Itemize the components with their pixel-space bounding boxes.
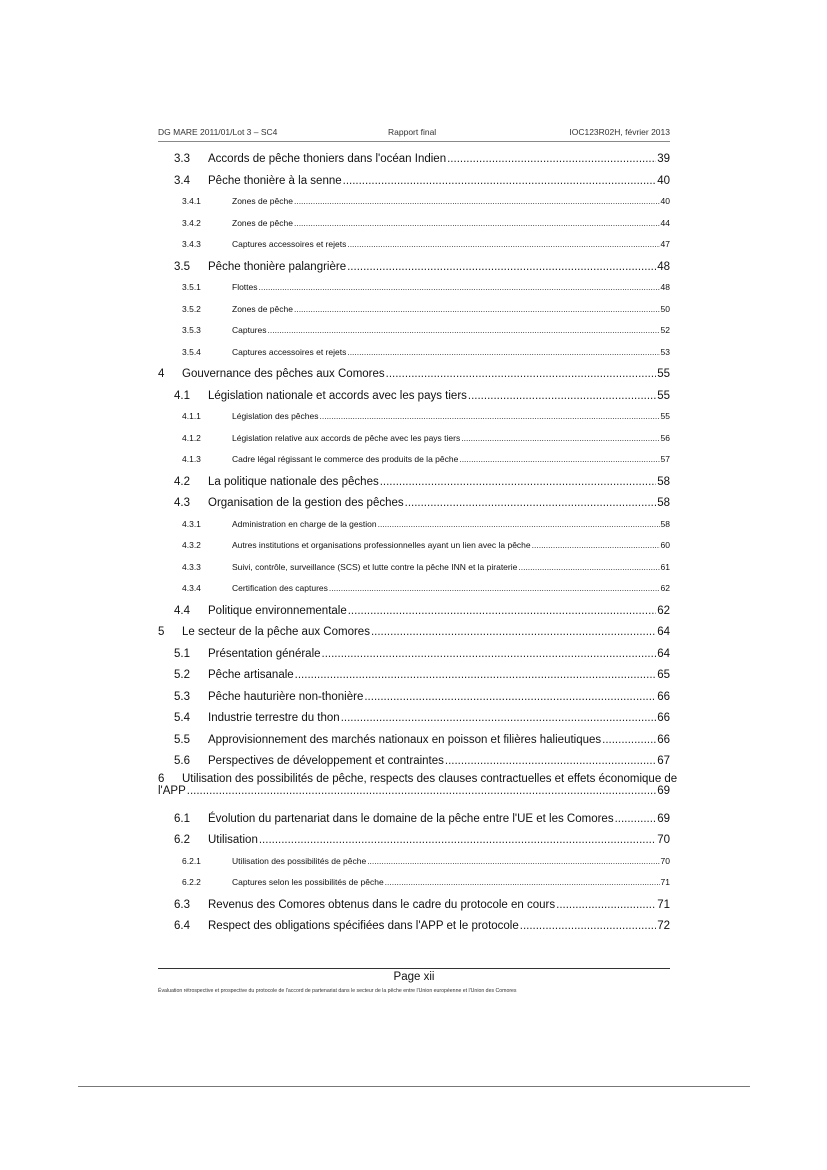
toc-entry-page: 50 — [660, 303, 670, 314]
toc-entry[interactable] — [158, 282, 670, 292]
toc-entry[interactable] — [158, 433, 670, 443]
toc-entry-number: 4.3.3 — [182, 561, 201, 572]
toc-entry[interactable] — [158, 390, 670, 402]
toc-entry-page: 58 — [657, 475, 670, 488]
toc-entry[interactable] — [158, 497, 670, 509]
toc-entry-title: Respect des obligations spécifiées dans l'APP et le protocole — [208, 920, 519, 932]
toc-entry[interactable] — [158, 196, 670, 206]
toc-entry[interactable] — [158, 605, 670, 617]
toc-entry-number: 6.1 — [174, 812, 190, 825]
toc-entry-title: Flottes — [232, 282, 258, 292]
toc-entry[interactable] — [158, 304, 670, 314]
toc-leader-dots — [386, 368, 657, 380]
header-date: IOC123R02H, février 2013 — [569, 127, 670, 137]
toc-entry-page: 44 — [660, 217, 670, 228]
toc-entry-page: 62 — [660, 583, 670, 593]
toc-entry-title: Législation nationale et accords avec les pays tiers — [208, 389, 467, 402]
toc-entry-page: 39 — [657, 153, 670, 165]
header-title: Rapport final — [388, 127, 437, 137]
toc-entry-number: 6 — [158, 772, 165, 785]
toc-entry[interactable] — [158, 583, 670, 593]
page-bottom-divider — [78, 1086, 750, 1087]
toc-entry-title: Suivi, contrôle, surveillance (SCS) et lutte contre la pêche INN et la piraterie — [232, 561, 518, 572]
toc-entry-title: Pêche thonière à la senne — [208, 174, 342, 187]
toc-entry-page: 56 — [660, 432, 670, 443]
toc-entry-title: Gouvernance des pêches aux Comores — [182, 368, 385, 380]
toc-entry-page: 67 — [657, 755, 670, 767]
toc-entry-page: 53 — [660, 346, 670, 357]
toc-entry-number: 4.4 — [174, 604, 190, 617]
toc-leader-dots — [445, 755, 656, 767]
toc-leader-dots — [405, 497, 657, 509]
toc-entry[interactable] — [158, 877, 670, 887]
toc-leader-dots — [371, 626, 656, 638]
toc-entry-number: 4.1.1 — [182, 411, 201, 421]
toc-entry-number: 3.5.2 — [182, 303, 201, 314]
toc-entry[interactable] — [158, 899, 670, 911]
toc-entry-number: 5 — [158, 626, 165, 638]
toc-entry-number: 4.3.2 — [182, 540, 201, 550]
toc-entry[interactable] — [158, 648, 670, 660]
toc-leader-dots — [341, 712, 657, 724]
toc-entry[interactable] — [158, 834, 670, 846]
toc-entry[interactable] — [158, 454, 670, 464]
toc-leader-dots — [347, 261, 656, 273]
toc-entry[interactable] — [158, 712, 670, 724]
toc-leader-dots — [385, 877, 660, 887]
toc-leader-dots — [259, 282, 660, 292]
toc-leader-dots — [348, 605, 656, 617]
toc-leader-dots — [329, 583, 660, 593]
toc-entry-number: 3.4.3 — [182, 239, 201, 249]
toc-entry-number: 4.3.4 — [182, 583, 201, 593]
toc-entry-title: Politique environnementale — [208, 604, 347, 617]
toc-entry[interactable] — [158, 175, 670, 187]
toc-entry-number: 4 — [158, 368, 165, 380]
toc-leader-dots — [556, 899, 656, 911]
toc-entry-title: Captures selon les possibilités de pêche — [232, 877, 384, 887]
toc-entry-page: 40 — [660, 196, 670, 206]
toc-entry-title: Perspectives de développement et contraintes — [208, 755, 444, 767]
toc-entry-number: 3.5.1 — [182, 282, 201, 292]
toc-entry-page: 70 — [660, 855, 670, 866]
toc-entry[interactable] — [158, 347, 670, 357]
toc-entry-number: 4.3 — [174, 497, 190, 509]
toc-entry-title: Cadre légal régissant le commerce des produits de la pêche — [232, 454, 459, 464]
toc-entry-page: 62 — [657, 604, 670, 617]
toc-entry-title: Utilisation des possibilités de pêche — [232, 855, 367, 866]
toc-entry-number: 5.1 — [174, 647, 190, 660]
toc-leader-dots — [294, 218, 660, 228]
toc-leader-dots — [520, 920, 656, 932]
toc-entry[interactable] — [158, 755, 670, 767]
toc-entry-title: Certification des captures — [232, 583, 328, 593]
toc-entry-title: Législation des pêches — [232, 411, 319, 421]
toc-entry-page: 57 — [660, 454, 670, 464]
toc-entry-page: 58 — [660, 518, 670, 529]
toc-leader-dots — [347, 347, 659, 357]
toc-entry-number: 6.2.2 — [182, 877, 201, 887]
toc-entry-number: 3.4 — [174, 174, 190, 187]
toc-entry-page: 55 — [660, 411, 670, 421]
toc-entry[interactable] — [158, 813, 670, 825]
toc-entry-title-continued: l'APP — [158, 784, 186, 797]
toc-entry-page: 72 — [657, 920, 670, 932]
toc-entry-page: 61 — [660, 561, 670, 572]
toc-entry-title: Accords de pêche thoniers dans l'océan Indien — [208, 153, 447, 165]
toc-entry-title: Présentation générale — [208, 647, 321, 660]
toc-entry[interactable] — [158, 368, 670, 380]
toc-entry-number: 6.3 — [174, 898, 190, 911]
toc-entry-title: Captures accessoires et rejets — [232, 346, 347, 357]
toc-leader-dots — [364, 691, 656, 703]
toc-entry-page: 55 — [657, 368, 670, 380]
toc-entry-title: Pêche thonière palangrière — [208, 260, 347, 273]
toc-entry-title: Législation relative aux accords de pêche avec les pays tiers — [232, 432, 461, 443]
toc-entry-page: 64 — [657, 626, 670, 638]
toc-leader-dots — [602, 734, 656, 746]
toc-leader-dots — [343, 175, 657, 187]
toc-leader-dots — [347, 239, 659, 249]
footer-divider — [158, 968, 670, 969]
toc-entry-title: Industrie terrestre du thon — [208, 712, 340, 724]
toc-entry-page: 64 — [657, 647, 670, 660]
toc-entry[interactable] — [158, 691, 670, 703]
toc-entry[interactable] — [158, 519, 670, 529]
toc-entry-title: Organisation de la gestion des pêches — [208, 497, 404, 509]
toc-entry-title: Le secteur de la pêche aux Comores — [182, 626, 370, 638]
toc-entry-page: 52 — [660, 325, 670, 335]
footer-page-number: Page xii — [393, 971, 435, 983]
toc-entry-number: 4.1 — [174, 389, 190, 402]
toc-entry[interactable] — [158, 325, 670, 335]
toc-entry-number: 3.3 — [174, 153, 190, 165]
toc-entry-page: 47 — [660, 239, 670, 249]
toc-leader-dots — [447, 153, 656, 165]
toc-leader-dots — [615, 813, 657, 825]
toc-entry-title: Zones de pêche — [232, 217, 293, 228]
toc-entry-page: 55 — [657, 389, 670, 402]
toc-entry[interactable] — [158, 734, 670, 746]
toc-entry-title: Captures — [232, 325, 267, 335]
toc-entry[interactable] — [158, 772, 678, 797]
toc-entry-title: Utilisation — [208, 834, 258, 846]
toc-entry-number: 3.5 — [174, 260, 190, 273]
toc-leader-dots — [319, 411, 659, 421]
toc-entry-number: 6.4 — [174, 920, 190, 932]
toc-leader-dots — [459, 454, 659, 464]
toc-entry-number: 4.2 — [174, 475, 190, 488]
toc-entry-number: 4.3.1 — [182, 518, 201, 529]
toc-entry[interactable] — [158, 920, 670, 932]
toc-leader-dots — [322, 648, 657, 660]
toc-entry-number: 4.1.2 — [182, 432, 201, 443]
toc-entry-page: 58 — [657, 497, 670, 509]
toc-entry-page: 66 — [657, 733, 670, 746]
toc-entry-number: 6.2 — [174, 834, 190, 846]
toc-entry-title: La politique nationale des pêches — [208, 475, 379, 488]
toc-entry-number: 3.5.4 — [182, 346, 201, 357]
toc-entry-page: 65 — [657, 669, 670, 681]
toc-entry-number: 5.4 — [174, 712, 190, 724]
toc-entry-title: Zones de pêche — [232, 196, 293, 206]
toc-entry-number: 5.6 — [174, 755, 190, 767]
toc-entry-number: 5.5 — [174, 733, 190, 746]
toc-leader-dots — [380, 476, 656, 488]
toc-entry-title: Zones de pêche — [232, 303, 293, 314]
toc-leader-dots — [259, 834, 656, 846]
toc-entry-page: 69 — [657, 812, 670, 825]
toc-leader-dots — [468, 390, 656, 402]
toc-entry[interactable] — [158, 540, 670, 550]
toc-leader-dots — [367, 856, 659, 866]
toc-leader-dots — [518, 562, 659, 572]
toc-entry-title: Administration en charge de la gestion — [232, 518, 377, 529]
toc-entry-number: 3.4.2 — [182, 217, 201, 228]
toc-leader-dots — [294, 304, 660, 314]
toc-leader-dots — [532, 540, 660, 550]
toc-entry-page: 71 — [657, 898, 670, 911]
header-reference: DG MARE 2011/01/Lot 3 – SC4 — [158, 127, 278, 137]
toc-entry-page: 48 — [657, 260, 670, 273]
toc-entry[interactable] — [158, 669, 670, 681]
toc-leader-dots — [294, 196, 660, 206]
toc-leader-dots — [378, 519, 660, 529]
toc-entry-number: 4.1.3 — [182, 454, 201, 464]
toc-entry-number: 3.4.1 — [182, 196, 201, 206]
toc-leader-dots — [187, 785, 656, 797]
toc-entry-number: 3.5.3 — [182, 325, 201, 335]
toc-entry-title: Pêche hauturière non-thonière — [208, 690, 364, 703]
toc-leader-dots — [461, 433, 659, 443]
toc-entry-title: Captures accessoires et rejets — [232, 239, 347, 249]
toc-entry-title: Revenus des Comores obtenus dans le cadre du protocole en cours — [208, 898, 556, 911]
toc-entry-title: Approvisionnement des marchés nationaux en poisson et filières halieutiques — [208, 733, 602, 746]
toc-entry-page: 66 — [657, 712, 670, 724]
footer-note: Évaluation rétrospective et prospective du protocole de l'accord de partenariat dans le secteur de la pêche entre l'Union européenne et l'Union des Comores — [158, 988, 517, 994]
toc-entry[interactable] — [158, 562, 670, 572]
toc-entry[interactable] — [158, 476, 670, 488]
toc-entry-number: 6.2.1 — [182, 855, 201, 866]
page-header — [158, 127, 670, 142]
toc-entry[interactable] — [158, 153, 670, 165]
toc-entry-page: 70 — [657, 834, 670, 846]
toc-entry-title: Autres institutions et organisations professionnelles ayant un lien avec la pêche — [232, 540, 531, 550]
toc-entry[interactable] — [158, 239, 670, 249]
toc-entry-page: 48 — [660, 282, 670, 292]
toc-leader-dots — [295, 669, 657, 681]
toc-entry[interactable] — [158, 261, 670, 273]
toc-entry-page: 40 — [657, 174, 670, 187]
toc-entry[interactable] — [158, 856, 670, 866]
toc-entry-page: 60 — [660, 540, 670, 550]
toc-entry[interactable] — [158, 411, 670, 421]
toc-entry-title: Utilisation des possibilités de pêche, respects des clauses contractuelles et effets économique de — [182, 772, 678, 785]
toc-entry-title: Évolution du partenariat dans le domaine de la pêche entre l'UE et les Comores — [208, 812, 614, 825]
toc-entry-title: Pêche artisanale — [208, 669, 294, 681]
toc-entry[interactable] — [158, 626, 670, 638]
toc-entry-page: 71 — [660, 877, 670, 887]
toc-entry-page: 66 — [657, 690, 670, 703]
toc-entry-page: 69 — [657, 784, 670, 797]
toc-leader-dots — [268, 325, 660, 335]
toc-entry-number: 5.2 — [174, 669, 190, 681]
toc-entry-number: 5.3 — [174, 690, 190, 703]
toc-entry[interactable] — [158, 218, 670, 228]
